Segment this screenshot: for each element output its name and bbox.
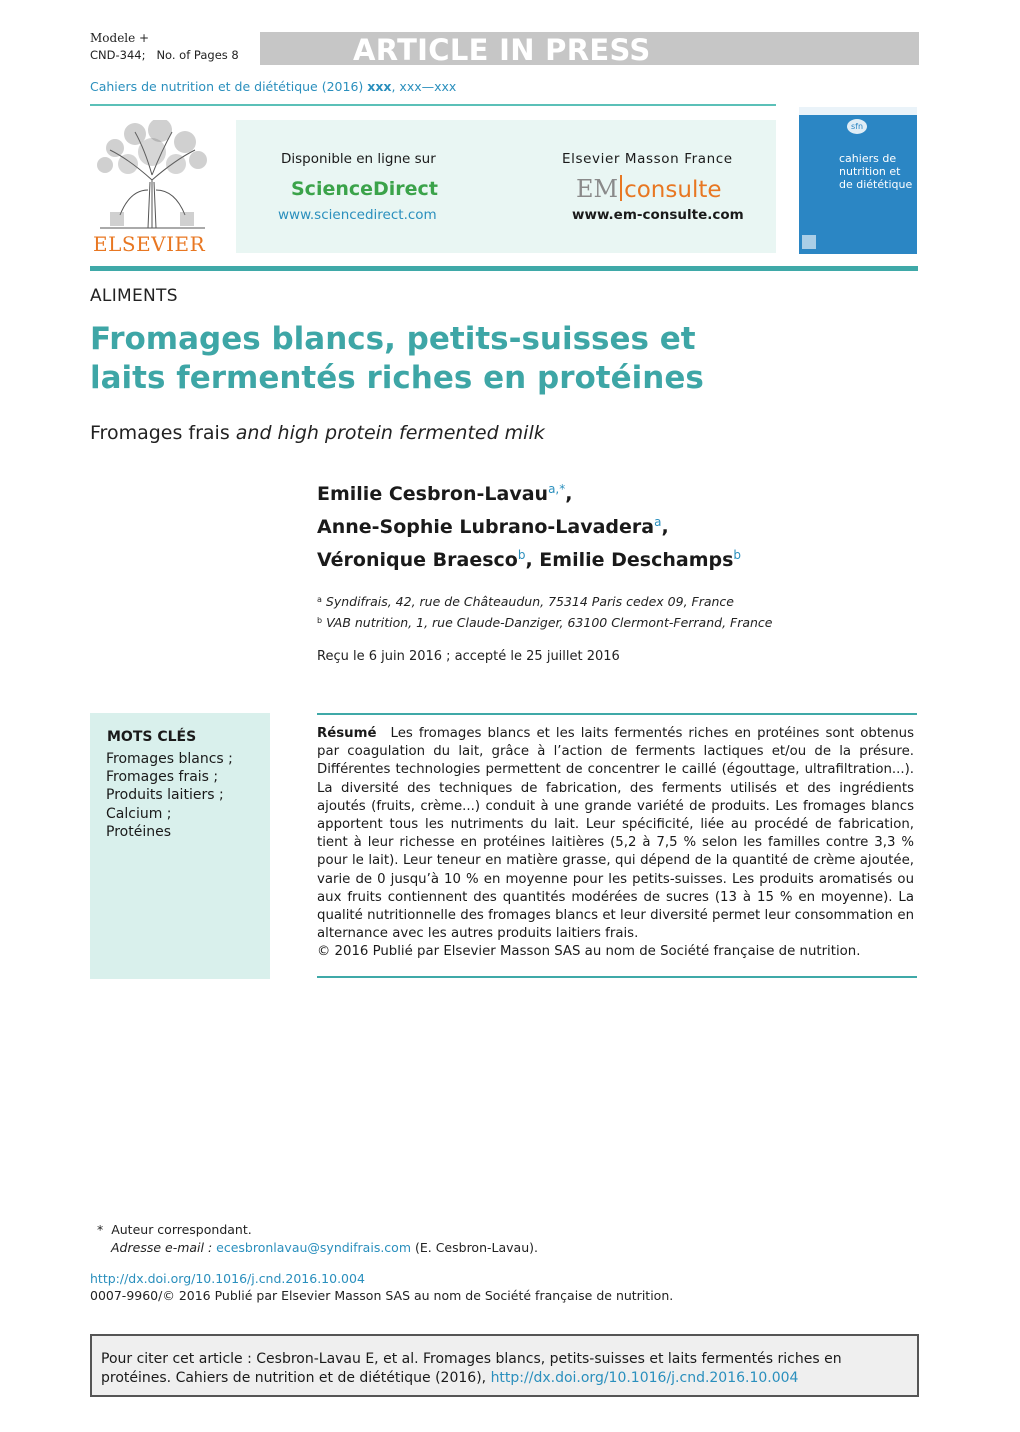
- author-affiliation-mark[interactable]: a: [654, 515, 662, 529]
- cover-title: cahiers de nutrition et de diététique: [839, 152, 913, 191]
- em-label: Elsevier Masson France: [562, 151, 733, 167]
- availability-banner: [236, 120, 776, 253]
- author-name[interactable]: Véronique Braesco: [317, 549, 518, 571]
- em-logo-right: consulte: [624, 177, 722, 203]
- author-line-3: [317, 541, 741, 574]
- author-name[interactable]: Anne-Sophie Lubrano-Lavadera: [317, 516, 655, 538]
- corresponding-note: [97, 1222, 252, 1237]
- author-affiliation-mark[interactable]: a,*: [548, 482, 566, 496]
- affiliation-text: VAB nutrition, 1, rue Claude-Danziger, 63100 Clermont-Ferrand, France: [326, 615, 773, 630]
- journal-volume: xxx: [367, 79, 392, 94]
- email-owner: (E. Cesbron-Lavau).: [414, 1240, 538, 1255]
- english-title-italic: and high protein fermented milk: [235, 422, 545, 444]
- keyword-item: Fromages blancs ;: [106, 751, 233, 767]
- abstract-copyright: © 2016 Publié par Elsevier Masson SAS au nom de Société française de nutrition.: [317, 944, 861, 960]
- author-list: [317, 475, 741, 574]
- keywords-list: [106, 750, 233, 841]
- elsevier-wordmark: ELSEVIER: [93, 232, 206, 256]
- author-separator: ,: [525, 549, 533, 571]
- cover-badge: sfn: [847, 119, 867, 134]
- affiliation-a: [317, 590, 773, 611]
- keyword-item: Calcium ;: [106, 805, 172, 822]
- journal-cover[interactable]: [799, 107, 917, 254]
- keyword-item: Protéines: [106, 823, 171, 840]
- abstract-body: [317, 725, 914, 943]
- citation-text: [101, 1350, 911, 1387]
- issn-copyright: 0007-9960/© 2016 Publié par Elsevier Masson SAS au nom de Société française de nutrition.: [90, 1288, 674, 1303]
- keywords-box: [90, 713, 270, 979]
- em-logo-left: EM: [576, 175, 619, 203]
- section-label: ALIMENTS: [90, 286, 178, 306]
- author-name[interactable]: Emilie Cesbron-Lavau: [317, 483, 549, 505]
- corresponding-mark: *: [97, 1222, 104, 1237]
- email-link[interactable]: ecesbronlavau@syndifrais.com: [216, 1240, 411, 1255]
- article-ref: [90, 48, 239, 62]
- elsevier-logo[interactable]: [90, 120, 215, 260]
- abstract: [317, 725, 914, 962]
- affiliation-text: Syndifrais, 42, rue de Châteaudun, 75314 Paris cedex 09, France: [325, 594, 734, 609]
- article-title: Fromages blancs, petits-suisses et laits fermentés riches en protéines: [90, 321, 704, 396]
- keywords-heading: MOTS CLÉS: [107, 729, 197, 745]
- email-label: Adresse e-mail :: [111, 1240, 213, 1255]
- page-count: No. of Pages 8: [156, 48, 239, 62]
- author-line-2: [317, 508, 741, 541]
- sciencedirect-logo[interactable]: ScienceDirect: [291, 178, 438, 200]
- affiliation-mark: b: [317, 616, 323, 625]
- author-name[interactable]: Emilie Deschamps: [539, 549, 734, 571]
- keyword-item: Produits laitiers ;: [106, 787, 224, 804]
- author-separator: ,: [661, 516, 669, 538]
- english-title: [90, 422, 545, 444]
- journal-pages: , xxx—xxx: [391, 79, 457, 94]
- online-label: Disponible en ligne sur: [281, 151, 436, 167]
- header-divider: [90, 104, 776, 106]
- cover-publisher-icon: [802, 235, 816, 249]
- abstract-label: Résumé: [317, 726, 377, 741]
- affiliation-mark: a: [317, 595, 322, 604]
- english-title-plain: Fromages frais: [90, 422, 236, 444]
- em-consulte-logo[interactable]: [576, 175, 722, 203]
- author-affiliation-mark[interactable]: b: [733, 548, 742, 562]
- journal-name: Cahiers de nutrition et de diététique (2016): [90, 79, 368, 94]
- model-label: Modele +: [90, 31, 150, 45]
- ref-code: CND-344;: [90, 48, 146, 62]
- keyword-item: Fromages frais ;: [106, 769, 219, 786]
- abstract-bottom-rule: [317, 976, 917, 978]
- tree-icon: [90, 120, 215, 230]
- email-note: [111, 1240, 538, 1255]
- journal-citation-line[interactable]: [90, 79, 456, 94]
- citation-box: [90, 1334, 919, 1397]
- affiliations: [317, 590, 773, 632]
- author-affiliation-mark[interactable]: b: [517, 548, 526, 562]
- author-separator: ,: [565, 483, 573, 505]
- author-line-1: [317, 475, 741, 508]
- abstract-text: Les fromages blancs et les laits fermentés riches en protéines sont obtenus par coagulation du lait, grâce à l’action de ferments lactiques et/ou de la présure. Différentes technologies permettent de concentrer le caillé (égouttage, ultrafiltration...). La diversité des techniques de fabrication, des ferments utilisés et des ingrédients ajoutés (fruits, crème...) conduit à une grande variété de produits. Les fromages blancs apportent tous les nutriments du lait. Leur spécificité, liée au procédé de fabrication, tient à leur richesse en protéines laitières (5,2 à 7,5 % selon les familles contre 3,3 % pour le lait). Leur teneur en matière grasse, qui dépend de la quantité de crème ajoutée, varie de 0 jusqu’à 10 % en moyenne pour les petits-suisses. Les produits aromatisés ou aux fruits contiennent des quantités modérées de sucres (13 à 15 % en moyenne). La qualité nutritionnelle des fromages blancs et leur diversité permet leur consommation en alternance avec les autres produits laitiers frais.: [317, 726, 914, 942]
- citation-body: Pour citer cet article : Cesbron-Lavau E, et al. Fromages blancs, petits-suisses et laits fermentés riches en protéines. Cahiers de nutrition et de diététique (2016),: [101, 1351, 842, 1386]
- article-status: ARTICLE IN PRESS: [353, 33, 651, 67]
- banner-divider: [90, 266, 918, 271]
- corresponding-text: Auteur correspondant.: [111, 1222, 252, 1237]
- abstract-top-rule: [317, 713, 917, 715]
- sciencedirect-link[interactable]: www.sciencedirect.com: [278, 207, 437, 223]
- citation-doi-link[interactable]: http://dx.doi.org/10.1016/j.cnd.2016.10.004: [490, 1369, 799, 1386]
- article-in-press-banner: [260, 32, 919, 65]
- received-dates: Reçu le 6 juin 2016 ; accepté le 25 juillet 2016: [317, 649, 620, 664]
- em-consulte-link[interactable]: www.em-consulte.com: [572, 207, 744, 223]
- doi-link[interactable]: http://dx.doi.org/10.1016/j.cnd.2016.10.004: [90, 1271, 365, 1286]
- affiliation-b: [317, 611, 773, 632]
